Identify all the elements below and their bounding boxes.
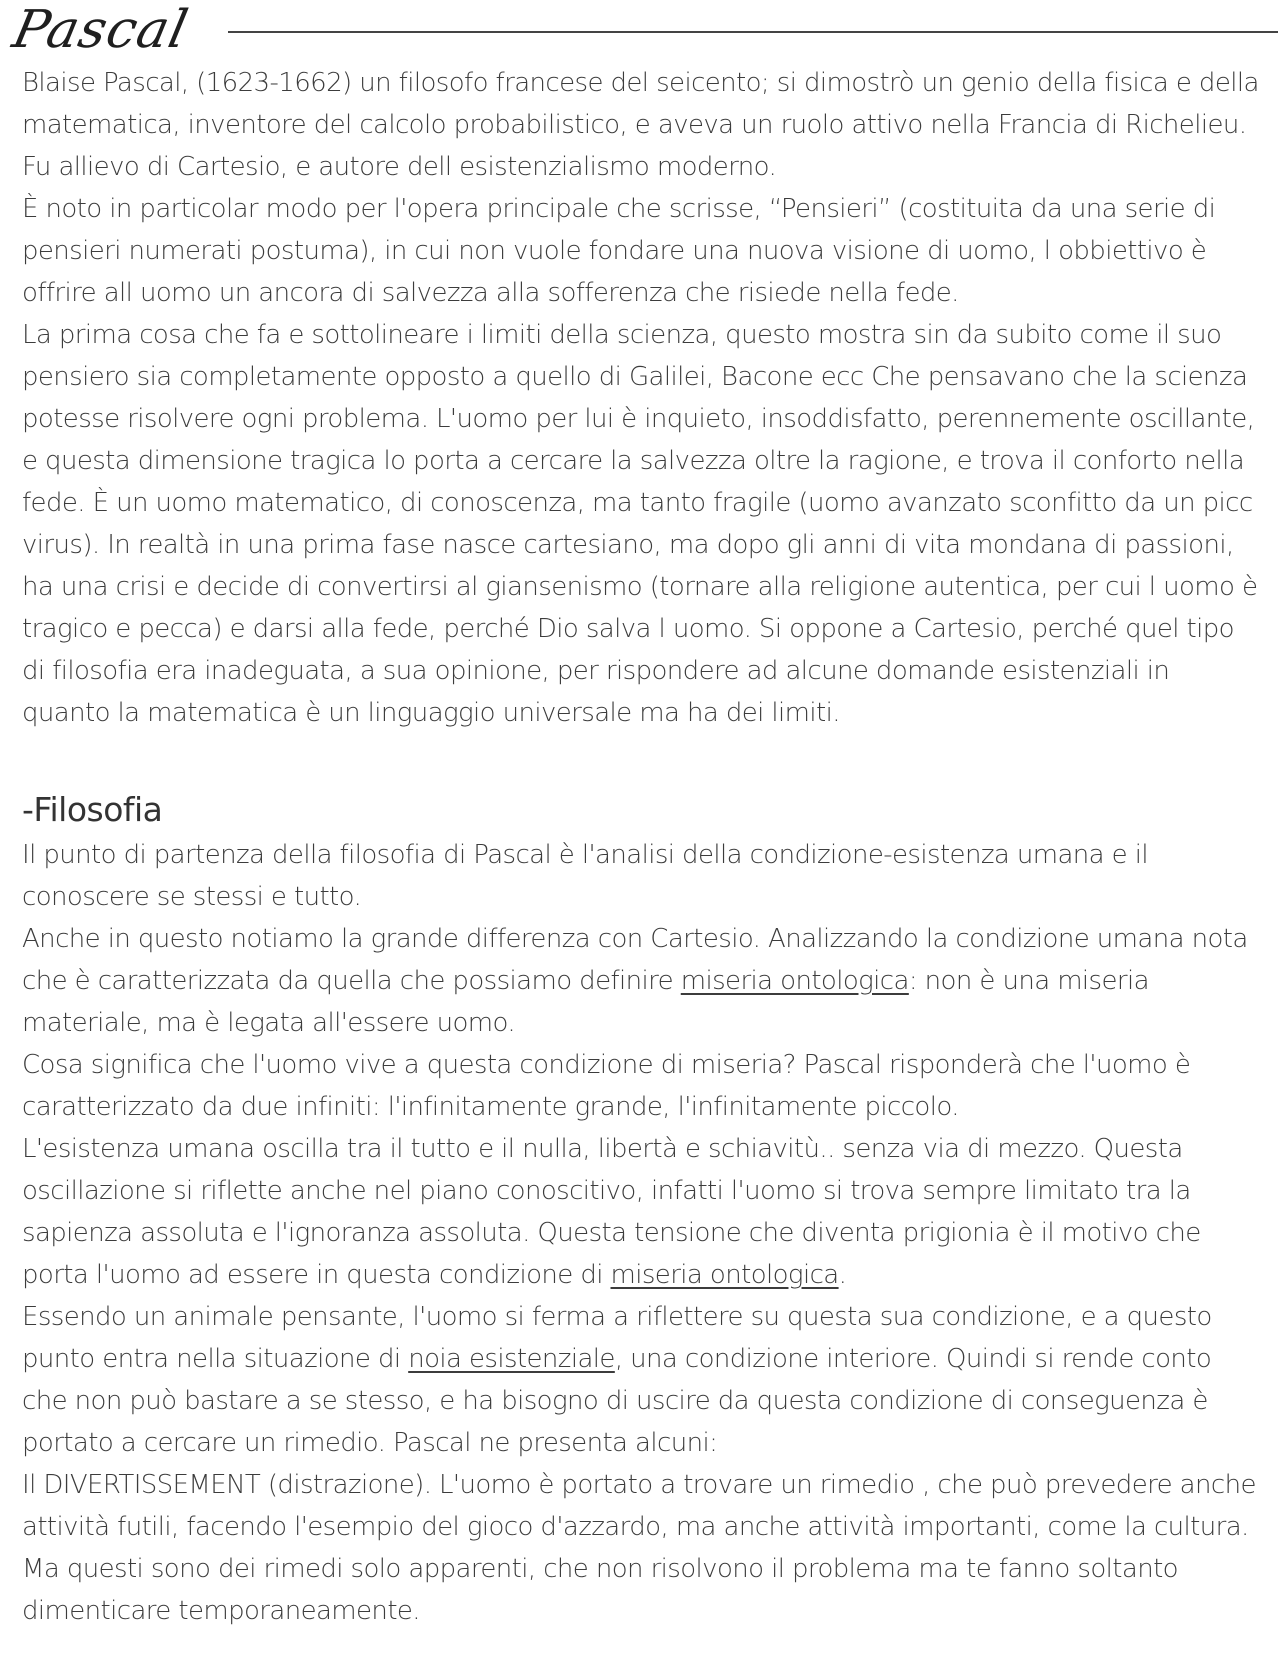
intro-paragraph-2: È noto in particolar modo per l'opera principale che scrisse, “Pensieri” (costituita da una serie di pensieri numerati postuma), in cui non vuole fondare una nuova visione di uomo, l obbiettivo è offrire all uomo un ancora di salvezza alla sofferenza che risiede nella fede.	[22, 194, 1216, 308]
paragraph-text: Essendo un animale pensante, l'uomo si ferma a riflettere su questa sua condizione, e a questo punto entra nella situazione di	[22, 1302, 1212, 1374]
section-paragraph-4	[22, 1128, 1262, 1296]
spacer	[22, 734, 1262, 776]
paragraph-text: , una condizione interiore. Quindi si rende conto che non può bastare a se stesso, e ha bisogno di uscire da questa condizione di conseguenza è portato a cercare un rimedio. Pascal ne presenta alcuni:	[22, 1344, 1212, 1458]
paragraph-text: : non è una miseria materiale, ma è legata all'essere uomo.	[22, 966, 1149, 1038]
section-paragraph-2	[22, 918, 1262, 1044]
paragraph-text: .	[838, 1260, 847, 1290]
paragraph-text: Anche in questo notiamo la grande differenza con Cartesio. Analizzando la condizione umana nota che è caratterizzata da quella che possiamo definire	[22, 924, 1248, 996]
section-heading: -Filosofia	[22, 790, 163, 829]
paragraph-text: L'esistenza umana oscilla tra il tutto e il nulla, libertà e schiavitù.. senza via di mezzo. Questa oscillazione si riflette anche nel piano conoscitivo, infatti l'uomo si trova sempre limitato tra la sapienza assoluta e l'ignoranza assoluta. Questa tensione che diventa prigionia è il motivo che porta l'uomo ad essere in questa condizione di	[22, 1134, 1201, 1290]
underlined-term: miseria ontologica	[610, 1260, 839, 1290]
page-title: Pascal	[7, 0, 194, 60]
document-body	[22, 62, 1262, 1632]
underlined-term: miseria ontologica	[680, 966, 909, 996]
underlined-term: noia esistenziale	[408, 1344, 615, 1374]
title-divider	[228, 31, 1278, 33]
section-paragraph-6: Il DIVERTISSEMENT (distrazione). L'uomo è portato a trovare un rimedio , che può prevedere anche attività futili, facendo l'esempio del gioco d'azzardo, ma anche attività importanti, come la cultura. Ma questi sono dei rimedi solo apparenti, che non risolvono il problema ma te fanno soltanto dimenticare temporaneamente.	[22, 1470, 1256, 1626]
intro-paragraph-1: Blaise Pascal, (1623-1662) un filosofo francese del seicento; si dimostrò un genio della fisica e della matematica, inventore del calcolo probabilistico, e aveva un ruolo attivo nella Francia di Richelieu. Fu allievo di Cartesio, e autore dell esistenzialismo moderno.	[22, 68, 1259, 182]
section-paragraph-1: Il punto di partenza della filosofia di Pascal è l'analisi della condizione-esistenza umana e il conoscere se stessi e tutto.	[22, 840, 1148, 912]
section-paragraph-5	[22, 1296, 1262, 1464]
intro-paragraph-3: La prima cosa che fa e sottolineare i limiti della scienza, questo mostra sin da subito come il suo pensiero sia completamente opposto a quello di Galilei, Bacone ecc Che pensavano che la scienza potesse risolvere ogni problema. L'uomo per lui è inquieto, insoddisfatto, perennemente oscillante, e questa dimensione tragica lo porta a cercare la salvezza oltre la ragione, e trova il conforto nella fede. È un uomo matematico, di conoscenza, ma tanto fragile (uomo avanzato sconfitto da un picc virus). In realtà in una prima fase nasce cartesiano, ma dopo gli anni di vita mondana di passioni, ha una crisi e decide di convertirsi al giansenismo (tornare alla religione autentica, per cui l uomo è tragico e pecca) e darsi alla fede, perché Dio salva l uomo. Si oppone a Cartesio, perché quel tipo di filosofia era inadeguata, a sua opinione, per rispondere ad alcune domande esistenziali in quanto la matematica è un linguaggio universale ma ha dei limiti.	[22, 320, 1258, 728]
section-paragraph-3: Cosa significa che l'uomo vive a questa condizione di miseria? Pascal risponderà che l'uomo è caratterizzato da due infiniti: l'infinitamente grande, l'infinitamente piccolo.	[22, 1050, 1191, 1122]
